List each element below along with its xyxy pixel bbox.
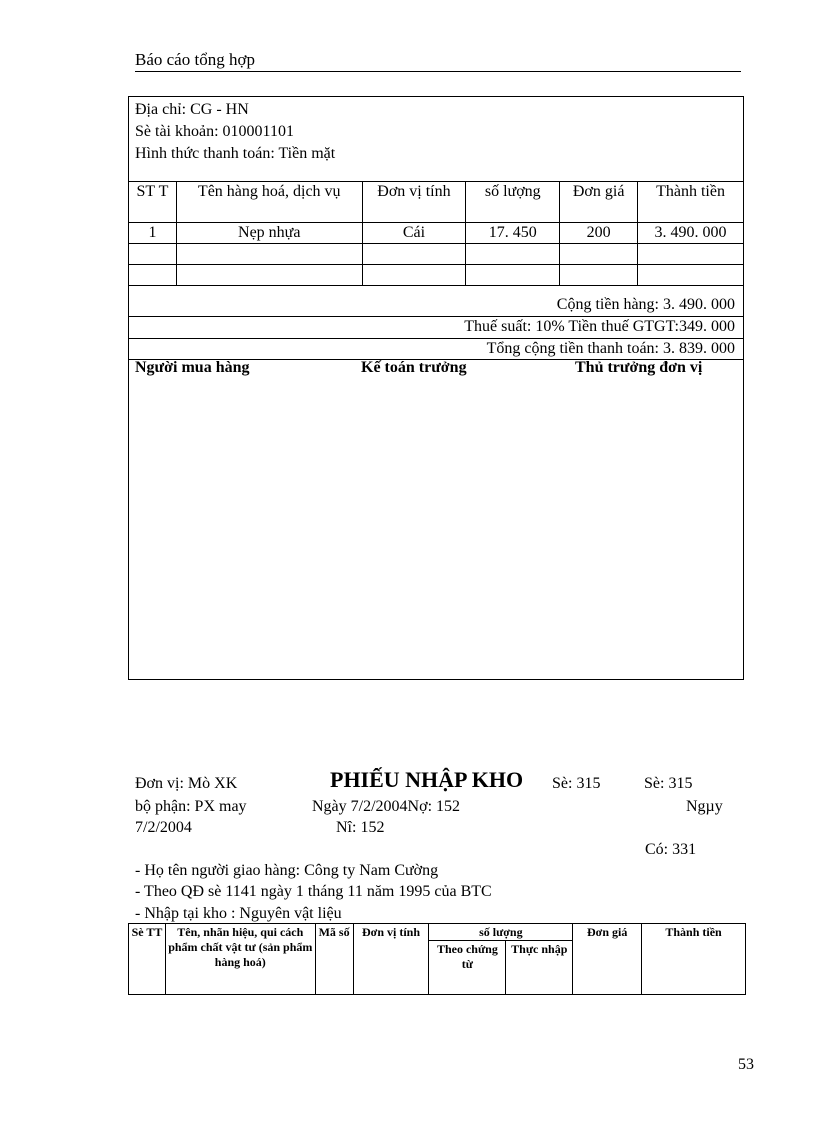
col-qty: số lượng [466, 182, 560, 223]
report-header-title: Báo cáo tổng hợp [135, 50, 255, 69]
receipt-table [128, 923, 746, 995]
receipt-department: bộ phận: PX may [135, 798, 247, 815]
receipt-date-left: 7/2/2004 [135, 819, 192, 836]
cell-unit: Cái [362, 223, 466, 244]
table-row-empty [129, 265, 744, 286]
cell-price: 200 [560, 223, 638, 244]
table-row-empty [129, 244, 744, 265]
r-col-qty: số lượng [429, 924, 573, 941]
r-col-qty-actual: Thực nhập [506, 941, 573, 995]
invoice-box [128, 96, 744, 680]
receipt-credit: Có: 331 [645, 841, 697, 858]
r-col-unit: Đơn vị tính [353, 924, 429, 995]
invoice-subtotal: Cộng tiền hàng: 3. 490. 000 [556, 296, 735, 313]
invoice-info [129, 99, 335, 165]
col-amount: Thành tiền [638, 182, 744, 223]
r-col-code: Mã số [315, 924, 353, 995]
receipt-unit: Đơn vị: Mò XK [135, 775, 238, 792]
cell-name: Nẹp nhựa [176, 223, 362, 244]
page-number: 53 [738, 1056, 754, 1073]
r-col-stt: Sè TT [129, 924, 166, 995]
signature-buyer: Người mua hàng [135, 359, 250, 376]
table-row [129, 223, 744, 244]
signature-chief-accountant: Kế toán trưởng [361, 359, 467, 376]
invoice-account: Sè tài khoản: 010001101 [135, 123, 294, 140]
invoice-address: Địa chỉ: CG - HN [135, 101, 249, 118]
invoice-total: Tổng cộng tiền thanh toán: 3. 839. 000 [486, 340, 735, 357]
invoice-table-header [129, 182, 744, 223]
invoice-tax: Thuế suất: 10% Tiền thuế GTGT:349. 000 [464, 318, 735, 335]
receipt-debit: Nî: 152 [336, 819, 385, 836]
header-rule [135, 71, 741, 72]
receipt-ngay-right: Ngµy [686, 798, 723, 815]
receipt-warehouse: - Nhập tại kho : Nguyên vật liệu [135, 905, 342, 922]
receipt-title: PHIẾU NHẬP KHO [330, 767, 524, 792]
receipt-table-header [129, 924, 746, 941]
invoice-table [128, 181, 744, 286]
r-col-price: Đơn giá [573, 924, 642, 995]
r-col-name: Tên, nhãn hiệu, qui cách phẩm chất vật tư (sản phẩm hàng hoá) [165, 924, 315, 995]
col-name: Tên hàng hoá, dịch vụ [176, 182, 362, 223]
receipt-number-1: Sè: 315 [552, 775, 601, 792]
receipt-decision: - Theo QĐ sè 1141 ngày 1 tháng 11 năm 1995 của BTC [135, 883, 492, 900]
r-col-qty-doc: Theo chứng từ [429, 941, 506, 995]
col-price: Đơn giá [560, 182, 638, 223]
col-unit: Đơn vị tính [362, 182, 466, 223]
receipt-deliverer: - Họ tên người giao hàng: Công ty Nam Cường [135, 862, 439, 879]
invoice-payment: Hình thức thanh toán: Tiền mặt [135, 145, 336, 162]
cell-amount: 3. 490. 000 [638, 223, 744, 244]
cell-stt: 1 [129, 223, 177, 244]
receipt-date-line: Ngày 7/2/2004Nợ: 152 [312, 798, 461, 815]
signature-unit-head: Thủ trưởng đơn vị [575, 359, 703, 376]
r-col-amount: Thành tiền [642, 924, 746, 995]
receipt-number-2: Sè: 315 [644, 775, 693, 792]
col-stt: ST T [129, 182, 177, 223]
cell-qty: 17. 450 [466, 223, 560, 244]
